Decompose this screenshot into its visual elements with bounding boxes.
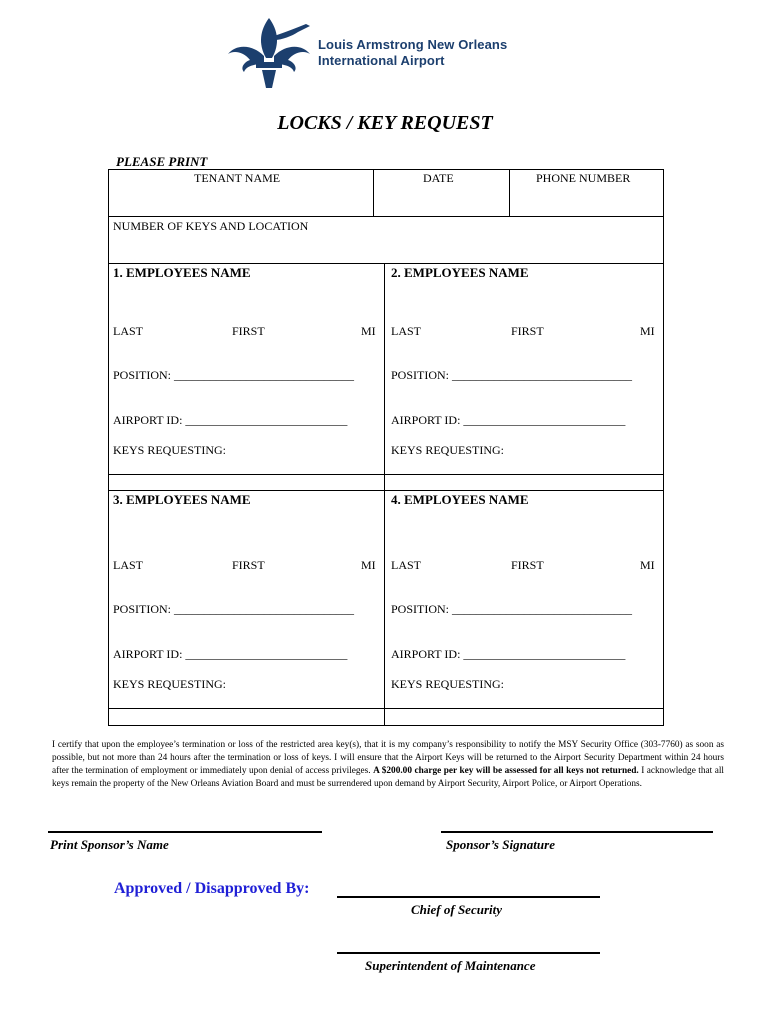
employee-3-keys-requesting: KEYS REQUESTING: <box>113 677 226 691</box>
sponsor-signature-line <box>441 831 713 833</box>
employee-1-last-label: LAST <box>113 324 143 338</box>
print-sponsor-line <box>48 831 322 833</box>
employee-4-last-label: LAST <box>391 558 421 572</box>
employee-4-airport-id: AIRPORT ID: ___________________________ <box>391 647 626 661</box>
certification-paragraph <box>52 739 724 791</box>
certification-bold: A $200.00 charge per key will be assessed for all keys not returned. <box>373 766 639 776</box>
employee-3-position: POSITION: ______________________________ <box>113 602 355 616</box>
employee-3-airport-id: AIRPORT ID: ___________________________ <box>113 647 348 661</box>
certification-text-2: I acknowledge that all keys remain the property of the New Orleans Aviation Board and must be surrendered upon demand by Airport Security, Airport Police, or Airport Operations. <box>52 766 724 789</box>
superintendent-line <box>337 952 600 954</box>
page-title: LOCKS / KEY REQUEST <box>277 112 493 134</box>
chief-security-label: Chief of Security <box>411 902 502 917</box>
employee-2-last-label: LAST <box>391 324 421 338</box>
employee-3-last-label: LAST <box>113 558 143 572</box>
employee-1-keys-requesting: KEYS REQUESTING: <box>113 443 226 457</box>
approved-label: Approved / Disapproved By: <box>114 880 310 897</box>
chief-security-line <box>337 896 600 898</box>
employee-1-airport-id: AIRPORT ID: ___________________________ <box>113 413 348 427</box>
employee-2-title: 2. EMPLOYEES NAME <box>391 265 529 280</box>
employee-2-keys-requesting: KEYS REQUESTING: <box>391 443 504 457</box>
certification-text-1: I certify that upon the employee’s termination or loss of the restricted area key(s), that it is my company’s responsibility to notify the MSY Security Office (303-7760) as soon as possible, but not more than 24 hours after the termination or loss of keys. I will ensure that the Airport Keys will be returned to the Airport Security Department within 24 hours after the termination of employment or immediately upon denial of access privileges. <box>52 740 724 776</box>
employee-1-first-label: FIRST <box>232 324 265 338</box>
employee-3-first-label: FIRST <box>232 558 265 572</box>
org-name-line2: International Airport <box>318 53 445 68</box>
tenant-name-label: TENANT NAME <box>194 171 281 185</box>
employee-2-mi-label: MI <box>640 324 655 338</box>
employee-1-title: 1. EMPLOYEES NAME <box>113 265 251 280</box>
print-sponsor-label: Print Sponsor’s Name <box>50 837 169 852</box>
employee-4-position: POSITION: ______________________________ <box>391 602 633 616</box>
employee-4-keys-requesting: KEYS REQUESTING: <box>391 677 504 691</box>
employee-1-position: POSITION: ______________________________ <box>113 368 355 382</box>
employee-4-first-label: FIRST <box>511 558 544 572</box>
org-name-line1: Louis Armstrong New Orleans <box>318 37 508 52</box>
fleur-de-lis-airplane-logo <box>222 14 322 90</box>
employee-3-mi-label: MI <box>361 558 376 572</box>
please-print-label: PLEASE PRINT <box>116 154 208 169</box>
date-label: DATE <box>423 171 454 185</box>
sponsor-signature-label: Sponsor’s Signature <box>446 837 555 852</box>
employee-2-first-label: FIRST <box>511 324 544 338</box>
employee-1-mi-label: MI <box>361 324 376 338</box>
employee-4-mi-label: MI <box>640 558 655 572</box>
superintendent-label: Superintendent of Maintenance <box>365 958 536 973</box>
employee-2-position: POSITION: ______________________________ <box>391 368 633 382</box>
employee-3-title: 3. EMPLOYEES NAME <box>113 492 251 507</box>
employee-4-title: 4. EMPLOYEES NAME <box>391 492 529 507</box>
phone-number-label: PHONE NUMBER <box>536 171 631 185</box>
keys-location-label: NUMBER OF KEYS AND LOCATION <box>113 219 309 233</box>
employee-2-airport-id: AIRPORT ID: ___________________________ <box>391 413 626 427</box>
